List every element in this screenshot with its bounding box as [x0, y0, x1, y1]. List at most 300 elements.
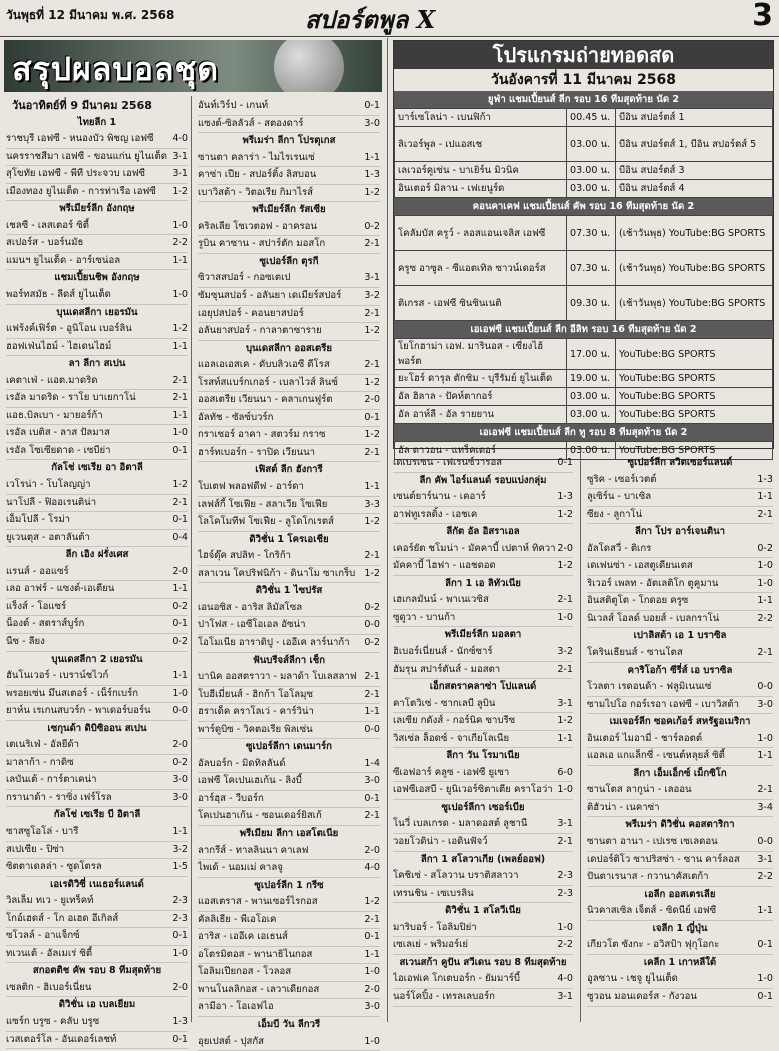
match-score: 0-1: [757, 990, 773, 1002]
match-row: [393, 731, 573, 749]
match-score: 3-1: [557, 990, 573, 1002]
match-teams: ซีเอฟอาร์ คลูซ - เอฟซี ยูเซา: [393, 766, 510, 778]
match-row: [198, 514, 380, 532]
match-row: [6, 218, 188, 236]
match-row: [198, 548, 380, 566]
league-heading: ซูเปอร์ลีก 1 กรีซ: [254, 879, 324, 891]
match-row: [393, 886, 573, 904]
match-score: 1-2: [364, 516, 380, 528]
match-row: [198, 167, 380, 185]
match-row: [198, 773, 380, 791]
match-score: 0-2: [364, 220, 380, 232]
match-row: [6, 321, 188, 339]
match-score: 0-1: [364, 792, 380, 804]
match-score: 1-0: [757, 732, 773, 744]
match-row: [587, 697, 773, 715]
match-score: 2-1: [364, 359, 380, 371]
match-row: [6, 373, 188, 391]
match-row: [6, 824, 188, 842]
kickoff-time: 03.00 น.: [567, 388, 616, 406]
league-heading: คาริโอก้า ซีรี่ส์ เอ บราซิล: [627, 664, 733, 676]
match-teams: เดเบรเซน - เฟเรนซ์วารอส: [393, 457, 503, 468]
match-row: [587, 541, 773, 559]
match-score: 1-0: [364, 966, 380, 978]
league-heading: ลีก เอิง ฝรั่งเศส: [65, 549, 129, 561]
column-divider: [580, 452, 581, 1022]
match-teams: โบฮีเมี่ยนส์ - ฮิกก้า โอโลมุซ: [198, 688, 313, 700]
league-heading: เฟิสต์ ลีก ฮังการี: [255, 464, 323, 476]
match-row: [393, 696, 573, 714]
match-row: [587, 869, 773, 887]
match-row: [198, 860, 380, 878]
match-row: [198, 323, 380, 341]
match-score: 4-0: [172, 133, 188, 145]
match-score: 0-0: [364, 723, 380, 735]
kickoff-time: 03.00 น.: [567, 442, 616, 460]
match-row: [6, 616, 188, 634]
match-score: 0-1: [364, 411, 380, 423]
tv-channel: YouTube:BG SPORTS: [616, 339, 773, 370]
match-score: 2-3: [557, 887, 573, 899]
match-score: 2-2: [557, 939, 573, 951]
match-teams: ลูเซิร์น - บาเซิล: [587, 491, 652, 503]
page-header: [0, 0, 779, 37]
match-teams: เซนต์ยาร์นาน - เคอาร์: [393, 491, 486, 503]
match-teams: ซโวลล์ - อาแจ็กซ์: [6, 930, 80, 942]
match-row: [6, 980, 188, 998]
match-score: 1-2: [364, 186, 380, 198]
match-teams: ฮิเบอร์เนี่ยนส์ - นักซ์ซาร์: [393, 646, 493, 658]
match-teams: รูบิน คาซาน - สปาร์ตัก มอสโก: [198, 238, 326, 250]
match-score: 2-2: [757, 871, 773, 883]
match-teams: ลามีอา - โอเอฟไอ: [198, 1001, 274, 1013]
match-teams: วิสเซ่ล ล็อดซ์ - จาเกียโลเนีย: [393, 732, 510, 744]
match-score: 1-0: [757, 560, 773, 572]
tv-channel: (เช้าวันพุธ) YouTube:BG SPORTS: [616, 251, 773, 286]
league-heading: เอลีก ออสเตรเลีย: [644, 888, 716, 900]
match-teams: มาริบอร์ - โอลิมปิย่า: [393, 921, 477, 933]
match-row: [6, 149, 188, 167]
league-heading: กัลโช่ เซเรีย อา อิตาลี: [51, 462, 143, 474]
match-row: [587, 903, 773, 921]
match-score: 3-1: [757, 853, 773, 865]
league-heading: ดิวิชั่น 1 โครเอเชีย: [249, 533, 329, 545]
match-score: 3-0: [364, 775, 380, 787]
match-score: 1-0: [757, 577, 773, 589]
league-heading: ไทยลีก 1: [77, 116, 117, 128]
results-date: วันอาทิตย์ที่ 9 มีนาคม 2568: [12, 99, 152, 112]
match-teams: แฟร้งค์เฟิร์ต - อูนิโอน เบอร์ลิน: [6, 323, 132, 335]
match-score: 0-0: [364, 619, 380, 631]
match-score: 1-1: [172, 254, 188, 266]
match-score: 0-0: [757, 681, 773, 693]
match-teams: ไพเด้ - นอมเม่ คาลจู: [198, 862, 283, 874]
league-heading: ลีกา วัน โรมาเนีย: [446, 750, 520, 762]
match-teams: ซูดูวา - บานก้า: [393, 611, 456, 623]
match-teams: มาลาก้า - กาดิซ: [6, 756, 74, 768]
match-teams: โบเตฟ พลอฟดีฟ - อาร์ดา: [198, 481, 304, 493]
match-score: 0-0: [172, 705, 188, 717]
match-score: 1-2: [557, 560, 573, 572]
match-teams: พอร์ทสมัธ - ลีดส์ ยูไนเต็ด: [6, 289, 111, 301]
page-number: 3: [752, 0, 773, 33]
match-teams: แอลเอ แกแล็กซี่ - เซนต์หลุยส์ ซิตี้: [587, 750, 725, 762]
match-teams: ติฮัวน่า - เนคาซ่า: [587, 801, 660, 813]
match-row: [198, 894, 380, 912]
match-row: [6, 390, 188, 408]
tv-channel: บีอิน สปอร์ตส์ 1, บีอิน สปอร์ตส์ 5: [616, 127, 773, 162]
match-score: 2-2: [757, 612, 773, 624]
league-heading: ดิวิชั่น 1 ไซปรัส: [255, 585, 323, 597]
match-row: [6, 859, 188, 877]
match-score: 0-2: [172, 756, 188, 768]
match-teams: แอลเอเอสเค - ดับบลิวเอซี ดีโรส: [198, 359, 330, 371]
match-teams: ปาโฟส - เอซีโอเอล อัซน่า: [198, 619, 306, 631]
match-score: 3-1: [172, 168, 188, 180]
match-teams: โลโคโมทีฟ โซเฟีย - ลูโดโกเรตส์: [198, 516, 334, 528]
column-divider: [387, 38, 388, 1022]
match-row: [393, 455, 573, 473]
match-score: 2-1: [757, 784, 773, 796]
match-teams: ฮัมรุน สปาร์ตันส์ - มอสตา: [393, 663, 501, 675]
match-score: 1-1: [172, 670, 188, 682]
match-teams: ซาสซูโอโล่ - บารี: [6, 825, 79, 837]
match-teams: พาร์ดูบิซ - วิคตอเรีย พิลเซ่น: [198, 723, 313, 735]
match-score: 1-0: [557, 611, 573, 623]
match-teams: ซานโตส ลากูน่า - เลออน: [587, 784, 692, 796]
match-row: [6, 512, 188, 530]
match-score: 2-0: [364, 983, 380, 995]
match-score: 1-2: [364, 896, 380, 908]
kickoff-time: 07.30 น.: [567, 216, 616, 251]
league-heading: ซูเปอร์ลีก สวิตเซอร์แลนด์: [627, 457, 733, 468]
match-score: 1-0: [757, 973, 773, 985]
match-teams: นอร์โคปิ้ง - เทรลเลบอร์ก: [393, 990, 495, 1002]
match-score: 1-3: [757, 473, 773, 485]
match-score: 1-2: [172, 479, 188, 491]
match-teams: โวลตา เรดอนด้า - ฟลูมิเนนเซ่: [587, 681, 712, 693]
league-heading: บุนเดสลีกา เยอรมัน: [56, 306, 138, 318]
match-score: 1-1: [172, 409, 188, 421]
match-teams: เบาวิสต้า - วิตอเรีย กิมาไรส์: [198, 186, 314, 198]
broadcast-row: [395, 339, 773, 370]
match-score: 1-0: [557, 784, 573, 796]
league-heading: พรีเมียร์ลีก อังกฤษ: [59, 203, 135, 215]
match-score: 0-4: [172, 531, 188, 543]
match-row: [198, 410, 380, 428]
match-row: [6, 737, 188, 755]
match-row: [198, 288, 380, 306]
match-teams: ไอเอฟเค โกเตบอร์ก - ยัมมาร์บี้: [393, 973, 520, 985]
broadcast-table: [394, 338, 773, 424]
match-score: 2-1: [364, 550, 380, 562]
match-teams: ซิวาสสปอร์ - กอซเตเป: [198, 272, 291, 284]
broadcast-row: [395, 251, 773, 286]
match-score: 2-1: [364, 238, 380, 250]
league-heading: เอ็กสตราคลาซ่า โปแลนด์: [429, 681, 537, 693]
match-teams: เคตาเฟ่ - แอต.มาดริด: [6, 374, 98, 386]
league-heading: ลีกัต อัล อิสราเอล: [446, 526, 520, 538]
issue-date: วันพุธที่ 12 มีนาคม พ.ศ. 2568: [6, 8, 175, 22]
league-heading: สกอตติช คัพ รอบ 8 ทีมสุดท้าย: [32, 965, 162, 977]
broadcast-row: [395, 370, 773, 388]
broadcast-program: [393, 40, 774, 456]
match-row: [6, 790, 188, 808]
league-heading: ลีกา โปร อาร์เจนตินา: [634, 526, 726, 538]
match-row: [587, 989, 773, 1007]
match-teams: โอลิมเปียกอส - โวลอส: [198, 966, 292, 978]
kickoff-time: 03.00 น.: [567, 127, 616, 162]
match-teams: แซงต์-ซิลลัวส์ - สตองดาร์: [198, 117, 304, 129]
match-teams: ลากรีส์ - ทาลลินนา คาเลฟ: [198, 844, 309, 856]
results-column-1: [6, 98, 188, 1049]
match-teams: เวสเตอร์โล - อันเดอร์เลชท์: [6, 1033, 117, 1045]
match-row: [6, 564, 188, 582]
kickoff-time: 03.00 น.: [567, 162, 616, 180]
match-score: 1-2: [172, 185, 188, 197]
match-row: [393, 834, 573, 852]
match-teams: เอฟซีเอสบี - ยูนิเวอร์ซิตาเตีย คราโอว่า: [393, 784, 553, 796]
match-score: 3-0: [172, 791, 188, 803]
match-row: [6, 755, 188, 773]
kickoff-time: 03.00 น.: [567, 180, 616, 198]
match-teams: เดเฟนซ่า - เอสตูเดียนเตส: [587, 560, 693, 572]
match-score: 1-1: [364, 948, 380, 960]
match-score: 1-5: [172, 861, 188, 873]
results-banner: [4, 40, 382, 92]
match-teams: เลเวอร์คูเซ่น - บาเยิร์น มิวนิค: [395, 162, 567, 180]
match-score: 3-3: [364, 498, 380, 510]
match-score: 2-1: [172, 392, 188, 404]
league-heading: เซกุนด้า ดิบิซิออน สเปน: [47, 722, 147, 734]
league-heading: ลีกา 1 สโลวาเกีย (เพลย์ออฟ): [420, 853, 546, 865]
match-teams: น็องต์ - สตราส์บูร์ก: [6, 618, 85, 630]
match-row: [198, 236, 380, 254]
results-column-2: [198, 98, 380, 1051]
match-row: [393, 971, 573, 989]
match-teams: เอนอซิส - อาริส ลิมัสโซล: [198, 601, 303, 613]
match-score: 2-1: [757, 508, 773, 520]
match-row: [6, 703, 188, 721]
match-teams: เอ็มโปลี - โรม่า: [6, 514, 71, 526]
match-row: [587, 472, 773, 490]
league-heading: ซูเปอร์ลีกา เซอร์เบีย: [441, 801, 525, 813]
match-score: 3-0: [757, 698, 773, 710]
match-teams: เรอัล มาดริด - ราโย บาเยกาโน่: [6, 392, 136, 404]
match-teams: สเปเซีย - ปิซ่า: [6, 843, 65, 855]
program-date: วันอังคารที่ 11 มีนาคม 2568: [491, 72, 676, 88]
match-teams: บาร์เซโลน่า - เบนฟิก้า: [395, 109, 567, 127]
banner-title: สรุปผลบอลชุด: [12, 50, 220, 88]
match-teams: เซลติก - ฮิเบอร์เนี่ยน: [6, 981, 92, 993]
match-row: [393, 868, 573, 886]
match-teams: โรสท์สแบร์กเกอร์ - เบลาไวส์ ลินซ์: [198, 376, 338, 388]
match-teams: อาร์ฮุส - วีบอร์ก: [198, 792, 264, 804]
results-column-3: [393, 455, 573, 1007]
match-score: 1-2: [557, 715, 573, 727]
match-row: [6, 1014, 188, 1032]
match-teams: อัลบอร์ก - มิดทิลลันด์: [198, 757, 286, 769]
match-teams: อันท์เวิร์ป - เกนท์: [198, 100, 269, 111]
match-score: 3-2: [557, 646, 573, 658]
match-score: 0-2: [172, 635, 188, 647]
match-score: 1-3: [172, 1015, 188, 1027]
match-score: 3-1: [172, 150, 188, 162]
match-row: [198, 357, 380, 375]
match-teams: แรนส์ - ออแซร์: [6, 565, 69, 577]
match-teams: เชลซี - เลสเตอร์ ซิตี้: [6, 219, 89, 231]
match-row: [393, 610, 573, 628]
match-score: 1-3: [364, 169, 380, 181]
match-row: [198, 1034, 380, 1051]
competition-heading: เอเอฟซี แชมเปี้ยนส์ ลีก อีลิท รอบ 16 ทีมสุดท้าย นัด 2: [394, 321, 773, 338]
match-row: [198, 947, 380, 965]
match-row: [198, 669, 380, 687]
broadcast-row: [395, 406, 773, 424]
match-teams: มัคคาบี้ ไฮฟา - แอชดอด: [393, 560, 496, 572]
match-teams: ออสเตรีย เวียนนา - คลาเกนฟูร์ต: [198, 394, 333, 406]
match-teams: ซูวอน มอนเดอร์ส - กังวอน: [587, 990, 697, 1002]
match-teams: คริลเลีย โซเวตอฟ - อาครอน: [198, 220, 317, 232]
broadcast-row: [395, 162, 773, 180]
match-teams: ซูริค - เซอร์เวตต์: [587, 473, 657, 485]
match-teams: เดปอร์ติโว ซาปริสซ่า - ซาน คาร์ลอส: [587, 853, 740, 865]
match-teams: แซร์ก บรูซ - คลับ บรูซ: [6, 1015, 100, 1027]
kickoff-time: 03.00 น.: [567, 406, 616, 424]
match-row: [198, 982, 380, 1000]
match-row: [6, 495, 188, 513]
match-teams: อุยเปสต์ - ปุสกัส: [198, 1035, 265, 1047]
match-row: [393, 558, 573, 576]
match-teams: แอสเตราส - พานเซอร์ไรกอส: [198, 896, 318, 908]
match-row: [393, 592, 573, 610]
match-teams: ลิเวอร์พูล - เปแอสเช: [395, 127, 567, 162]
match-teams: ยะโฮร์ ดารุล ตักซิม - บุรีรัมย์ ยูไนเต็ด: [395, 370, 567, 388]
match-row: [393, 816, 573, 834]
match-teams: เลเซีย กดังส์ - กอร์นิค ซาบรีซ: [393, 715, 516, 727]
match-row: [198, 687, 380, 705]
match-score: 0-1: [172, 1033, 188, 1045]
match-row: [393, 937, 573, 955]
match-row: [6, 530, 188, 548]
match-score: 1-2: [364, 429, 380, 441]
league-heading: เอเรดิวิซี่ เนเธอร์แลนด์: [50, 878, 144, 890]
match-row: [6, 443, 188, 461]
match-teams: สเปอร์ส - บอร์นมัธ: [6, 237, 84, 249]
match-teams: เลบันเต้ - การ์ตาเคน่า: [6, 774, 97, 786]
match-teams: ฮันโนเวอร์ - เบราน์ชไวก์: [6, 670, 109, 682]
match-teams: สุโขทัย เอฟซี - พีที ประจวบ เอฟซี: [6, 168, 146, 180]
league-heading: ซูเปอร์ลีกา เดนมาร์ก: [246, 741, 332, 753]
match-teams: ฮาร์ทเบอร์ก - ราปิด เวียนนา: [198, 446, 316, 458]
league-heading: พรีเมร่า ดิวิชั่น คอสตาริกา: [625, 819, 735, 831]
match-row: [198, 843, 380, 861]
broadcast-row: [395, 127, 773, 162]
match-row: [198, 704, 380, 722]
match-row: [6, 184, 188, 202]
match-row: [6, 166, 188, 184]
tv-channel: บีอิน สปอร์ตส์ 1: [616, 109, 773, 127]
match-score: 2-0: [172, 739, 188, 751]
match-row: [6, 287, 188, 305]
match-row: [587, 937, 773, 955]
match-teams: นีซ - ลียง: [6, 635, 45, 647]
match-teams: อินเตอร์ ไมอามี่ - ชาร์ลอตต์: [587, 732, 703, 744]
match-teams: อัล ตาวอน - แทร็คเตอร์: [395, 442, 567, 460]
match-score: 1-2: [172, 323, 188, 335]
match-row: [198, 999, 380, 1017]
match-score: 2-1: [557, 663, 573, 675]
match-teams: ราชบุรี เอฟซี - หนองบัว พิชญ เอฟซี: [6, 133, 154, 145]
match-row: [198, 964, 380, 982]
match-score: 1-2: [364, 325, 380, 337]
match-row: [198, 479, 380, 497]
match-score: 0-1: [172, 618, 188, 630]
match-teams: ยาห์น เรเกนสบวร์ก - พาเดอร์บอร์น: [6, 705, 151, 717]
match-teams: ไฮจ์ดุ๊ค สปลิท - โกริก้า: [198, 550, 292, 562]
match-score: 0-1: [364, 931, 380, 943]
match-row: [587, 834, 773, 852]
match-teams: วอยโวดิน่า - เอดินฟัจว์: [393, 836, 488, 848]
match-teams: เลอ อาฟร์ - แซงต์-เอเตียน: [6, 583, 115, 595]
match-teams: วิลเล็ม ทเว - ยูเทร็คท์: [6, 895, 94, 907]
match-row: [198, 116, 380, 134]
match-score: 3-1: [557, 818, 573, 830]
tv-channel: YouTube:BG SPORTS: [616, 388, 773, 406]
match-teams: เฮเกลมันน์ - พาเนเวซิส: [393, 594, 489, 606]
kickoff-time: 07.30 น.: [567, 251, 616, 286]
match-row: [393, 765, 573, 783]
match-row: [6, 911, 188, 929]
match-row: [198, 566, 380, 584]
match-row: [6, 339, 188, 357]
league-heading: พรีเมียร์ลีก มอลตา: [444, 629, 522, 641]
match-score: 1-2: [557, 508, 573, 520]
match-row: [6, 686, 188, 704]
match-teams: โอโมเนีย อาราดิปู - เออีเค ลาร์นาก้า: [198, 636, 350, 648]
match-score: 1-0: [557, 921, 573, 933]
match-row: [6, 253, 188, 271]
match-teams: คัลลิเธีย - พีเอโอเค: [198, 913, 277, 925]
match-row: [587, 971, 773, 989]
match-score: 0-1: [172, 930, 188, 942]
match-teams: ริเวอร์ เพลท - อัตเลติโก ตูคูมาน: [587, 577, 719, 589]
match-score: 2-3: [172, 912, 188, 924]
match-score: 1-1: [757, 491, 773, 503]
match-row: [6, 408, 188, 426]
match-teams: โคเปนฮาเก้น - ซอนเดอร์ยิสเก้: [198, 810, 322, 822]
match-score: 6-0: [557, 766, 573, 778]
match-teams: เกียวโต ซังกะ - อวิสป้า ฟุกุโอกะ: [587, 939, 720, 951]
league-heading: เจลีก 1 ญี่ปุ่น: [652, 922, 708, 934]
league-heading: เอ็มบี วัน ลีกวรี: [257, 1018, 321, 1030]
match-teams: นครราชสีมา เอฟซี - ขอนแก่น ยูไนเต็ด: [6, 150, 167, 162]
match-teams: ซิตตาเดลล่า - ซูดโตรล: [6, 861, 102, 873]
match-teams: อาริส - เออีเค เอเธนส์: [198, 931, 288, 943]
match-score: 2-2: [172, 237, 188, 249]
match-teams: โกอ์เฮดส์ - โก อเฮด อีเกิลส์: [6, 912, 119, 924]
match-teams: อูลซาน - เชจู ยูไนเต็ด: [587, 973, 678, 985]
match-teams: กราเซอร์ อาคา - สตวร์ม กราซ: [198, 429, 326, 441]
match-row: [6, 772, 188, 790]
match-row: [198, 617, 380, 635]
match-row: [198, 219, 380, 237]
match-row: [393, 541, 573, 559]
match-teams: อโตรมิตอส - พานาธิไนกอส: [198, 948, 313, 960]
tv-channel: บีอิน สปอร์ตส์ 3: [616, 162, 773, 180]
match-teams: เอยุปสปอร์ - คอนยาสปอร์: [198, 307, 304, 319]
match-row: [198, 808, 380, 826]
